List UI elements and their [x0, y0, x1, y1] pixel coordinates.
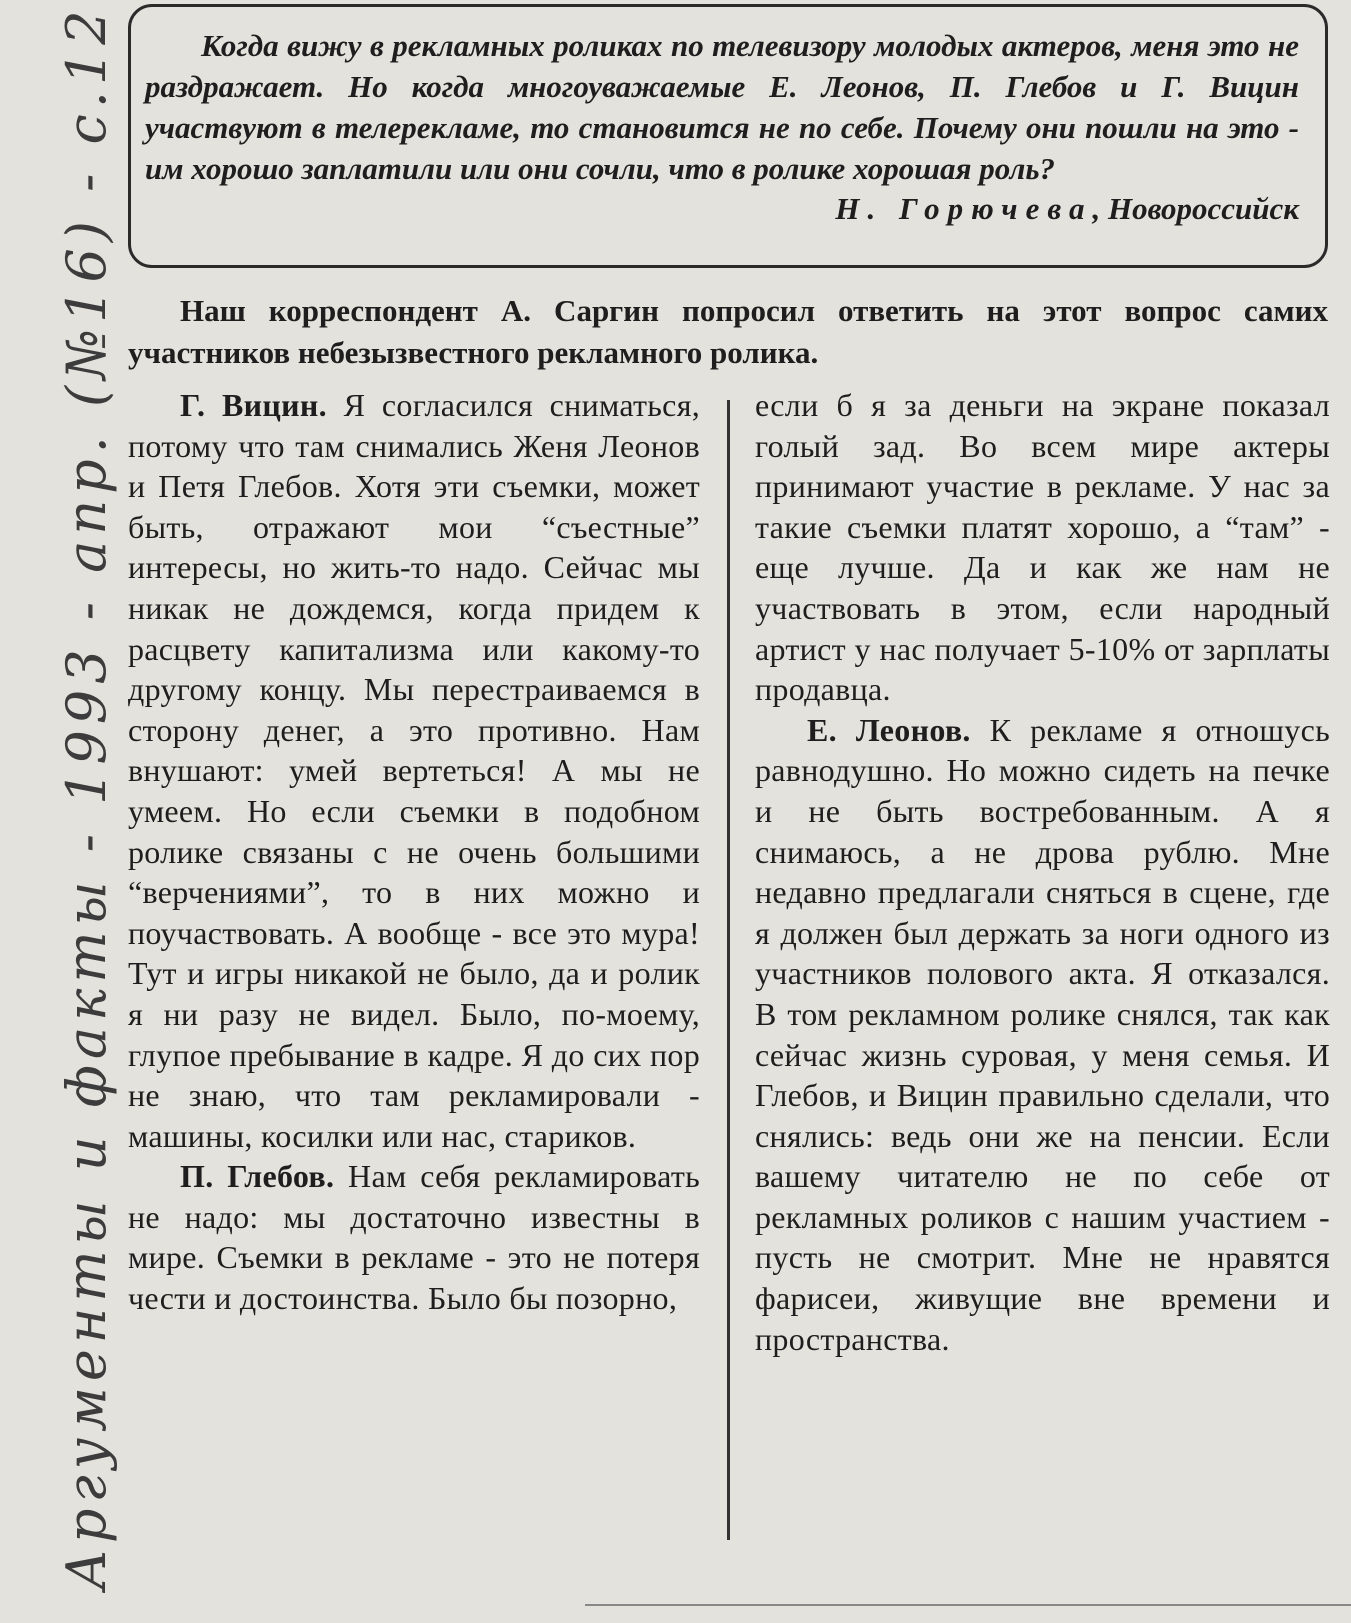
article-intro: Наш корреспондент А. Саргин попросил ответить на этот вопрос самих участников небезызвестного рекламного ролика.	[128, 293, 1328, 370]
signature-city: , Новороссийск	[1092, 191, 1299, 226]
glebov-answer-start	[128, 1156, 700, 1318]
vitsin-answer-text: Я согласился сниматься, потому что там снимались Женя Леонов и Петя Глебов. Хотя эти съемки, может быть, отражают мои “съестные” интересы, но жить-то надо. Сейчас мы никак не дождемся, когда придем к расцвету капитализма или какому-то другому концу. Мы перестраиваемся в сторону денег, а это противно. Нам внушают: умей вертеться! А мы не умеем. Но если съемки в подобном ролике связаны с не очень большими “верчениями”, то в них можно и поучаствовать. А вообще - все это мура! Тут и игры никакой не было, да и ролик я ни разу не видел. Было, по-моему, глупое пребывание в кадре. Я до сих пор не знаю, что там рекламировали - машины, косилки или нас, стариков.	[128, 387, 701, 1154]
handwritten-margin-note	[0, 0, 118, 1623]
speaker-leonov: Е. Леонов.	[807, 711, 971, 748]
leonov-answer-text: К рекламе я отношусь равнодушно. Но можно сидеть на печке и не быть востребованным. А я снимаюсь, а не дрова рублю. Мне недавно предлагали сняться в сцене, где я должен был держать за ноги одного из участников полового акта. Я отказался. В том рекламном ролике снялся, так как сейчас жизнь суровая, у меня семья. И Глебов, и Вицин правильно сделали, что снялись: ведь они же на пенсии. Если вашему читателю не по себе от рекламных роликов с нашим участием - пусть не смотрит. Мне не нравятся фарисеи, живущие вне времени и пространства.	[755, 711, 1330, 1357]
glebov-answer-continued: если б я за деньги на экране показал голый зад. Во всем мире актеры принимают участие в рекламе. У нас за такие съемки платят хорошо, а “там” - еще лучше. Да и как же нам не участвовать в этом, если народный артист у нас получает 5-10% от зарплаты продавца.	[755, 387, 1330, 708]
reader-letter-signature	[145, 189, 1299, 229]
column-divider	[727, 400, 730, 1540]
glebov-answer-text-left: Нам себя рекламировать не надо: мы достаточно известны в мире. Съемки в рекламе - это не потеря чести и достоинства. Было бы позорно,	[128, 1158, 700, 1317]
speaker-glebov: П. Глебов.	[180, 1158, 335, 1195]
reader-letter-box	[128, 4, 1328, 268]
article-column-right	[755, 385, 1330, 1359]
vitsin-answer	[128, 385, 700, 1156]
reader-letter-text: Когда вижу в рекламных роликах по телевизору молодых актеров, меня это не раздражает. Но когда многоуважаемые Е. Леонов, П. Глебов и Г. Вицин участвуют в телерекламе, то становится не по себе. Почему они пошли на это - им хорошо заплатили или они сочли, что в ролике хорошая роль?	[145, 28, 1299, 186]
leonov-answer	[755, 710, 1330, 1360]
handwritten-source-note: Аргументы и факты - 1993 - апр. (№16) - с.12	[55, 4, 118, 1590]
signature-name: Н. Горючева	[835, 191, 1093, 226]
article-column-left	[128, 385, 700, 1319]
speaker-vitsin: Г. Вицин.	[180, 387, 327, 423]
bottom-rule	[585, 1604, 1351, 1606]
